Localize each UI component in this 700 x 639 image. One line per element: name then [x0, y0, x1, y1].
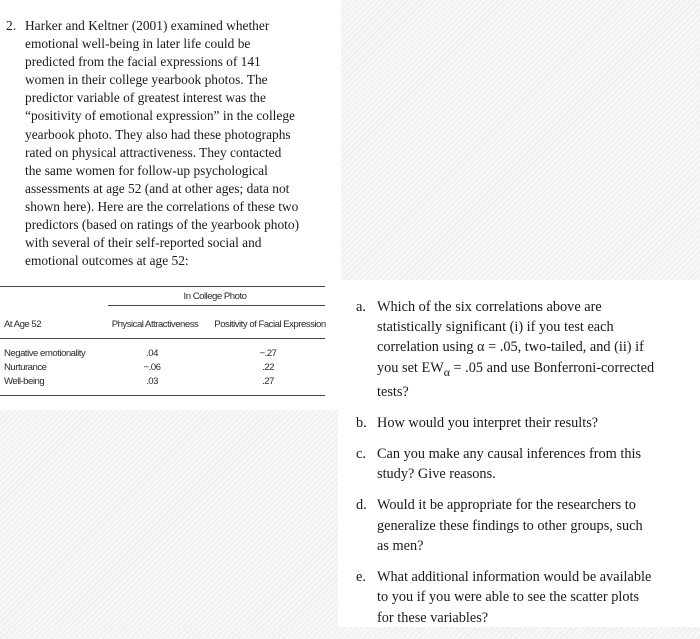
problem-text: [6, 17, 336, 270]
problem-line: predictor variable of greatest interest was the: [25, 90, 266, 106]
question-line: correlation using α = .05, two-tailed, and (ii) if: [377, 339, 644, 356]
row-label: Negative emotionality: [4, 348, 86, 359]
problem-body: [25, 17, 336, 270]
group-rule: [108, 305, 325, 306]
question-a: [356, 297, 696, 402]
problem-line: with several of their self-reported social and: [25, 235, 262, 251]
row-label: Nurturance: [4, 362, 47, 373]
question-label: e.: [356, 569, 366, 586]
problem-number: 2.: [6, 18, 17, 33]
question-c: [356, 444, 696, 484]
question-line: you set $EW_\alpha = .05$ and use Bonferroni-corrected: [377, 359, 655, 379]
question-label: d.: [356, 497, 367, 514]
question-line: Can you make any causal inferences from this: [377, 446, 642, 463]
group-header: In College Photo: [183, 291, 247, 302]
cell-positivity: .27: [262, 376, 274, 387]
problem-line: Harker and Keltner (2001) examined whether: [25, 18, 270, 33]
header-rule: [0, 338, 325, 339]
question-b: [356, 413, 696, 433]
col-header-attractiveness: Physical Attractiveness: [111, 319, 199, 330]
question-label: c.: [356, 446, 366, 463]
table-bottom-rule: [0, 395, 325, 396]
question-line: Would it be appropriate for the researchers to: [377, 497, 636, 514]
row-header: At Age 52: [4, 319, 42, 330]
question-label: a.: [356, 299, 366, 315]
problem-line: assessments at age 52 (and at other ages; data not: [25, 180, 290, 196]
question-line: to you if you were able to see the scatter plots: [377, 589, 640, 606]
cell-attractiveness: .03: [146, 376, 158, 387]
question-line: study? Give reasons.: [377, 466, 496, 483]
problem-line: the same women for follow-up psychological: [25, 162, 268, 178]
problem-line: emotional well-being in later life could be: [25, 36, 251, 52]
problem-line: “positivity of emotional expression” in the college: [25, 108, 295, 124]
question-line: What additional information would be available: [377, 569, 652, 586]
cell-positivity: .22: [262, 362, 274, 373]
table-top-rule: [0, 286, 325, 287]
question-d: [356, 495, 696, 556]
questions-list: [356, 297, 696, 639]
problem-line: women in their college yearbook photos. The: [25, 72, 268, 88]
problem-line: shown here). Here are the correlations of these two: [25, 198, 299, 214]
problem-line: rated on physical attractiveness. They contacted: [25, 144, 282, 160]
question-line: How would you interpret their results?: [377, 414, 599, 431]
question-e: [356, 567, 696, 628]
question-line: tests?: [377, 383, 409, 400]
cell-positivity: −.27: [259, 348, 277, 359]
cell-attractiveness: −.06: [143, 362, 161, 373]
col-header-positivity: Positivity of Facial Expression: [214, 319, 326, 330]
problem-line: predicted from the facial expressions of 141: [25, 54, 261, 70]
question-label: b.: [356, 414, 367, 431]
cell-attractiveness: .04: [146, 348, 158, 359]
question-line: generalize these findings to other groups, such: [377, 517, 643, 534]
question-line: Which of the six correlations above are: [377, 299, 602, 315]
question-line: as men?: [377, 537, 424, 554]
question-line: statistically significant (i) if you test each: [377, 319, 614, 336]
problem-line: emotional outcomes at age 52:: [25, 253, 189, 269]
problem-line: yearbook photo. They also had these photographs: [25, 126, 291, 142]
row-label: Well-being: [4, 376, 45, 387]
problem-line: predictors (based on ratings of the yearbook photo): [25, 217, 300, 233]
question-line: for these variables?: [377, 609, 489, 626]
